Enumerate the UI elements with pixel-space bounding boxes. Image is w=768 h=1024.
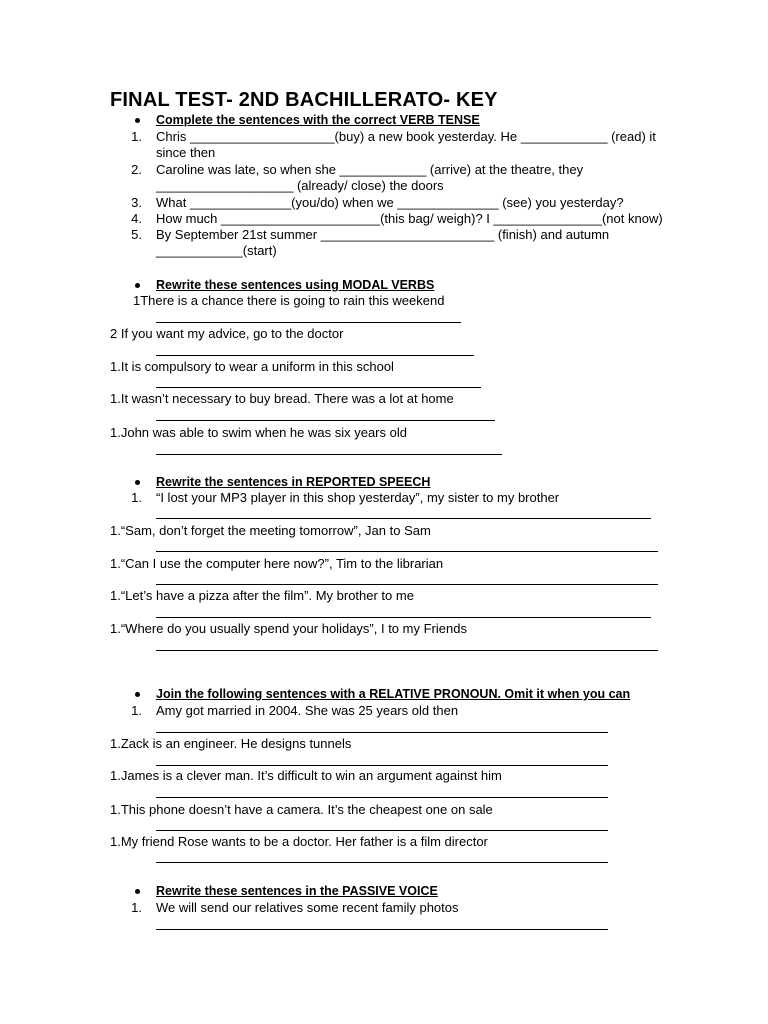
section-bullet [135,889,140,894]
item-number: 1. [131,900,142,915]
item-text: “I lost your MP3 player in this shop yesterday”, my sister to my brother [156,490,560,505]
item-text-cont: ___________________ (already/ close) the doors [156,178,444,193]
item-number: 1. [131,490,142,505]
answer-line [156,551,658,552]
item-number: 3. [131,195,142,210]
answer-line [156,518,651,519]
section-heading-modal-verbs: Rewrite these sentences using MODAL VERBS [156,278,435,292]
answer-line [156,797,608,798]
section-heading-reported-speech: Rewrite the sentences in REPORTED SPEECH [156,475,431,489]
answer-line [156,454,502,455]
answer-line [156,355,474,356]
item-text: 1.“Let’s have a pizza after the film”. My brother to me [110,588,414,603]
item-text: Chris ____________________(buy) a new book yesterday. He ____________ (read) it [156,129,656,144]
item-text: 1.It wasn’t necessary to buy bread. There was a lot at home [110,391,454,406]
section-bullet [135,283,140,288]
answer-line [156,322,461,323]
item-number: 5. [131,227,142,242]
section-heading-verb-tense: Complete the sentences with the correct VERB TENSE [156,113,480,127]
item-number: 2. [131,162,142,177]
answer-line [156,765,608,766]
answer-line [156,584,658,585]
item-number: 1. [131,703,142,718]
item-text: By September 21st summer ________________________ (finish) and autumn [156,227,610,242]
item-text: 1.My friend Rose wants to be a doctor. Her father is a film director [110,834,488,849]
answer-line [156,732,608,733]
section-heading-relative-pronoun: Join the following sentences with a RELATIVE PRONOUN. Omit it when you can [156,687,631,701]
item-text: 1.James is a clever man. It’s difficult to win an argument against him [110,768,502,783]
answer-line [156,420,495,421]
item-text: 1There is a chance there is going to rain this weekend [133,293,445,308]
item-text: 1.John was able to swim when he was six years old [110,425,407,440]
item-text-cont: ____________(start) [156,243,277,258]
answer-line [156,387,481,388]
section-bullet [135,692,140,697]
item-text: 1.“Where do you usually spend your holidays”, I to my Friends [110,621,467,636]
item-number: 4. [131,211,142,226]
item-text: We will send our relatives some recent family photos [156,900,459,915]
item-text: 1.“Sam, don’t forget the meeting tomorrow”, Jan to Sam [110,523,431,538]
answer-line [156,650,658,651]
item-text: Caroline was late, so when she ____________ (arrive) at the theatre, they [156,162,584,177]
answer-line [156,617,651,618]
item-text: How much ______________________(this bag/ weigh)? I _______________(not know) [156,211,663,226]
item-text-cont: since then [156,145,216,160]
item-text: 1.It is compulsory to wear a uniform in this school [110,359,394,374]
section-heading-passive-voice: Rewrite these sentences in the PASSIVE VOICE [156,884,438,898]
item-text: 2 If you want my advice, go to the doctor [110,326,344,341]
item-text: 1.Zack is an engineer. He designs tunnels [110,736,352,751]
item-text: What ______________(you/do) when we ______________ (see) you yesterday? [156,195,624,210]
page-title: FINAL TEST- 2ND BACHILLERATO- KEY [110,89,498,111]
item-number: 1. [131,129,142,144]
item-text: 1.This phone doesn’t have a camera. It’s the cheapest one on sale [110,802,493,817]
section-bullet [135,480,140,485]
item-text: 1.“Can I use the computer here now?”, Tim to the librarian [110,556,444,571]
answer-line [156,929,608,930]
answer-line [156,830,608,831]
answer-line [156,862,608,863]
item-text: Amy got married in 2004. She was 25 years old then [156,703,459,718]
section-bullet [135,118,140,123]
